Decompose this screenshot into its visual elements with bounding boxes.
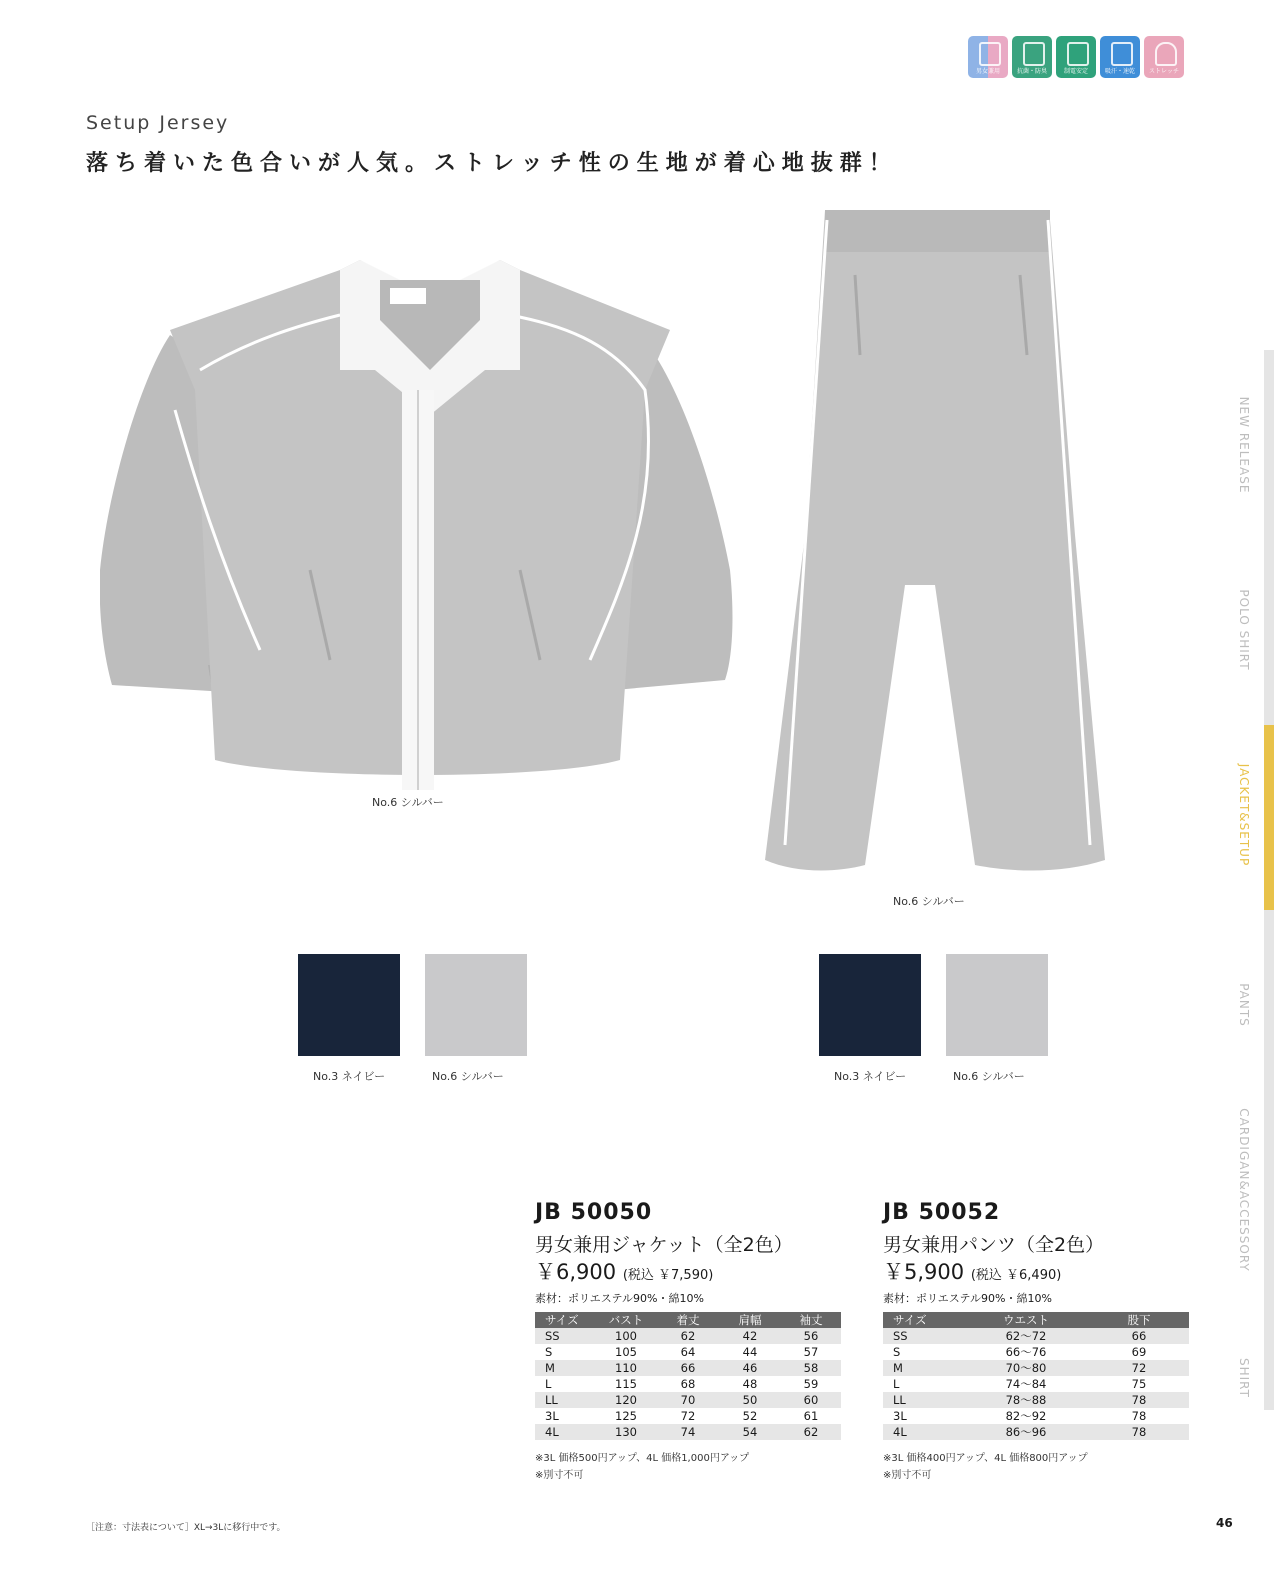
table-cell: SS (535, 1328, 595, 1344)
pants-note-custom: ※別寸不可 (883, 1470, 932, 1481)
table-header: バスト (595, 1312, 657, 1328)
sidebar-active-marker (1264, 725, 1274, 910)
table-header-row (535, 1312, 841, 1328)
table-cell: 66〜76 (1005, 1345, 1047, 1359)
table-cell: 78 (1131, 1409, 1147, 1423)
jacket-caption: No.6 シルバー (372, 796, 444, 809)
table-cell: 52 (742, 1409, 758, 1423)
table-cell: 48 (742, 1377, 758, 1391)
sidebar-item-jacket-setup[interactable]: JACKET&SETUP (1237, 763, 1251, 867)
table-cell: L (893, 1377, 900, 1391)
table-cell: 54 (719, 1424, 781, 1440)
table-cell: 66 (1089, 1328, 1189, 1344)
table-cell: 3L (893, 1409, 907, 1423)
pants-swatch-navy[interactable] (819, 954, 921, 1056)
pants-caption: No.6 シルバー (893, 895, 965, 908)
table-cell: SS (883, 1328, 963, 1344)
table-header: サイズ (535, 1312, 595, 1328)
antistatic-icon: 制電安定 (1056, 36, 1096, 78)
jacket-code: JB 50050 (535, 1200, 653, 1225)
stretch-icon: ストレッチ (1144, 36, 1184, 78)
feature-icons (968, 36, 1184, 78)
pants-material: 素材：ポリエステル90%・綿10% (883, 1292, 1052, 1305)
table-cell: 4L (883, 1424, 963, 1440)
table-cell: 50 (719, 1392, 781, 1408)
table-header: ウエスト (963, 1312, 1089, 1328)
table-cell: 4L (535, 1424, 595, 1440)
table-cell: 130 (595, 1424, 657, 1440)
series-title: Setup Jersey (86, 112, 230, 134)
table-cell: M (883, 1360, 963, 1376)
jacket-swatch-silver[interactable] (425, 954, 527, 1056)
table-cell: 70 (657, 1392, 719, 1408)
table-header: 袖丈 (781, 1312, 841, 1328)
jacket-notes (535, 1450, 749, 1484)
table-row (535, 1328, 841, 1344)
table-header: 股下 (1089, 1312, 1189, 1328)
table-cell: 70〜80 (963, 1360, 1089, 1376)
table-cell: 61 (803, 1409, 819, 1423)
table-cell: 42 (719, 1328, 781, 1344)
table-cell: 78 (1089, 1424, 1189, 1440)
table-cell: 56 (781, 1328, 841, 1344)
table-cell: 62 (657, 1328, 719, 1344)
table-header-row (883, 1312, 1189, 1328)
pants-price-value: ￥5,900 (883, 1260, 965, 1284)
pants-size-table (883, 1312, 1189, 1440)
table-cell: 72 (680, 1409, 696, 1423)
unisex-icon: 男女兼用 (968, 36, 1008, 78)
jacket-price-value: ￥6,900 (535, 1260, 617, 1284)
table-cell: L (545, 1377, 552, 1391)
table-row (883, 1408, 1189, 1424)
table-cell: 57 (803, 1345, 819, 1359)
jacket-note-custom: ※別寸不可 (535, 1470, 584, 1481)
table-cell: M (535, 1360, 595, 1376)
jacket-material: 素材：ポリエステル90%・綿10% (535, 1292, 704, 1305)
table-row (883, 1424, 1189, 1440)
footer-note: ［注意：寸法表について］XL→3Lに移行中です。 (86, 1523, 286, 1533)
pants-code: JB 50052 (883, 1200, 1001, 1225)
table-cell: 78 (1089, 1392, 1189, 1408)
table-cell: 69 (1131, 1345, 1147, 1359)
table-cell: 110 (595, 1360, 657, 1376)
pants-name: 男女兼用パンツ（全2色） (883, 1234, 1105, 1256)
table-cell: 75 (1131, 1377, 1147, 1391)
table-cell: 60 (781, 1392, 841, 1408)
jacket-size-table (535, 1312, 841, 1440)
table-row (883, 1328, 1189, 1344)
table-cell: 64 (680, 1345, 696, 1359)
table-cell: 59 (803, 1377, 819, 1391)
sidebar-item-polo-shirt[interactable]: POLO SHIRT (1237, 589, 1251, 671)
table-cell: 125 (615, 1409, 637, 1423)
quick-dry-icon: 吸汗・速乾 (1100, 36, 1140, 78)
table-cell: 46 (719, 1360, 781, 1376)
table-cell: 72 (1089, 1360, 1189, 1376)
antibacterial-icon: 抗菌・防臭 (1012, 36, 1052, 78)
table-cell: 68 (680, 1377, 696, 1391)
table-cell: LL (883, 1392, 963, 1408)
pants-swatch-label-silver: No.6 シルバー (953, 1070, 1025, 1083)
table-row (535, 1424, 841, 1440)
headline: 落ち着いた色合いが人気。ストレッチ性の生地が着心地抜群！ (86, 151, 898, 176)
jacket-image (100, 240, 750, 800)
jacket-price-tax: (税込 ￥7,590) (622, 1268, 714, 1283)
jacket-swatch-navy[interactable] (298, 954, 400, 1056)
table-cell: 74 (657, 1424, 719, 1440)
table-row (535, 1344, 841, 1360)
pants-note-price: ※3L 価格400円アップ、4L 価格800円アップ (883, 1453, 1088, 1464)
pants-price (883, 1256, 1061, 1286)
table-row (535, 1392, 841, 1408)
sidebar-item-pants[interactable]: PANTS (1237, 983, 1251, 1027)
table-cell: 100 (595, 1328, 657, 1344)
table-row (535, 1360, 841, 1376)
table-header: サイズ (883, 1312, 963, 1328)
table-cell: 44 (742, 1345, 758, 1359)
sidebar-item-cardigan-accessory[interactable]: CARDIGAN&ACCESSORY (1237, 1108, 1251, 1272)
table-cell: S (545, 1345, 553, 1359)
table-cell: 120 (595, 1392, 657, 1408)
jacket-note-price: ※3L 価格500円アップ、4L 価格1,000円アップ (535, 1453, 750, 1464)
pants-swatch-label-navy: No.3 ネイビー (834, 1070, 907, 1083)
table-row (883, 1344, 1189, 1360)
jacket-swatch-label-silver: No.6 シルバー (432, 1070, 504, 1083)
table-cell: 74〜84 (1005, 1377, 1047, 1391)
table-cell: 3L (545, 1409, 559, 1423)
pants-image (765, 205, 1110, 885)
table-cell: 62〜72 (963, 1328, 1089, 1344)
table-cell: 62 (781, 1424, 841, 1440)
sidebar-item-new-release[interactable]: NEW RELEASE (1237, 396, 1251, 494)
table-row (883, 1360, 1189, 1376)
table-header: 肩幅 (719, 1312, 781, 1328)
table-cell: 86〜96 (963, 1424, 1089, 1440)
table-cell: 58 (781, 1360, 841, 1376)
jacket-price (535, 1256, 713, 1286)
table-cell: 66 (657, 1360, 719, 1376)
table-row (883, 1376, 1189, 1392)
pants-price-tax: (税込 ￥6,490) (970, 1268, 1062, 1283)
table-cell: 82〜92 (1005, 1409, 1047, 1423)
pants-swatch-silver[interactable] (946, 954, 1048, 1056)
table-cell: S (893, 1345, 901, 1359)
pants-notes (883, 1450, 1088, 1484)
table-header: 着丈 (657, 1312, 719, 1328)
table-cell: LL (535, 1392, 595, 1408)
table-cell: 78〜88 (963, 1392, 1089, 1408)
page-number: 46 (1216, 1516, 1233, 1530)
table-cell: 105 (615, 1345, 637, 1359)
table-cell: 115 (615, 1377, 637, 1391)
jacket-swatch-label-navy: No.3 ネイビー (313, 1070, 386, 1083)
table-row (883, 1392, 1189, 1408)
table-row (535, 1408, 841, 1424)
jacket-name: 男女兼用ジャケット（全2色） (535, 1234, 793, 1256)
sidebar-item-shirt[interactable]: SHIRT (1237, 1358, 1251, 1398)
table-row (535, 1376, 841, 1392)
